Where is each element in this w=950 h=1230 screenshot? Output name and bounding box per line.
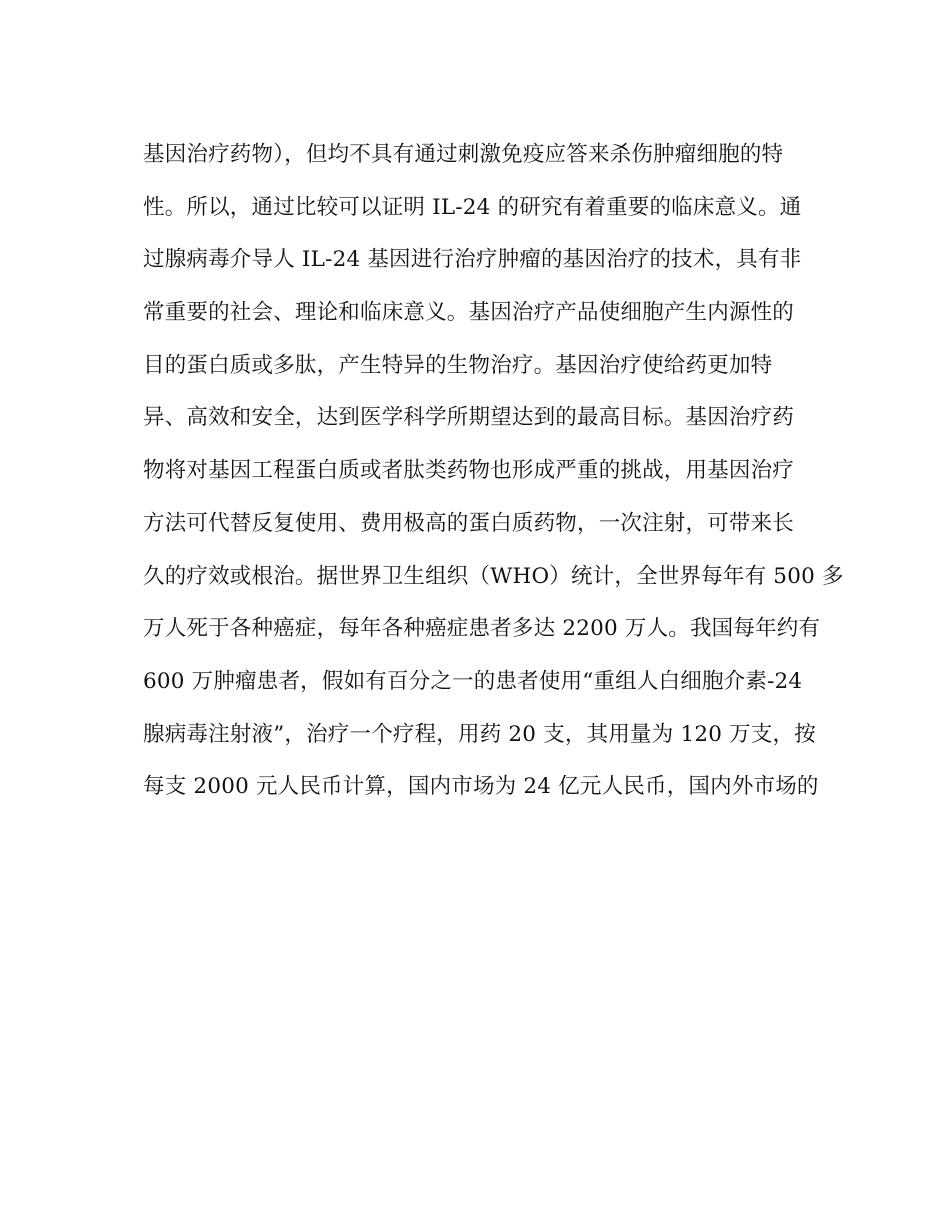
text-line-11: 600 万肿瘤患者，假如有百分之一的患者使用“重组人白细胞介素-24	[143, 668, 803, 694]
text-line-8: 方法可代替反复使用、费用极高的蛋白质药物，一次注射，可带来长	[143, 510, 795, 536]
text-line-7: 物将对基因工程蛋白质或者肽类药物也形成严重的挑战，用基因治疗	[143, 458, 795, 484]
text-line-2: 性。所以，通过比较可以证明 IL-24 的研究有着重要的临床意义。通	[143, 194, 802, 220]
text-line-10: 万人死于各种癌症，每年各种癌症患者多达 2200 万人。我国每年约有	[143, 616, 821, 642]
text-line-5: 目的蛋白质或多肽，产生特异的生物治疗。基因治疗使给药更加特	[143, 352, 773, 378]
text-line-12: 腺病毒注射液”，治疗一个疗程，用药 20 支，其用量为 120 万支，按	[143, 721, 816, 747]
text-line-9: 久的疗效或根治。据世界卫生组织（WHO）统计，全世界每年有 500 多	[143, 563, 844, 589]
text-line-3: 过腺病毒介导人 IL-24 基因进行治疗肿瘤的基因治疗的技术，具有非	[143, 247, 802, 273]
text-line-13: 每支 2000 元人民币计算，国内市场为 24 亿元人民币，国内外市场的	[143, 774, 819, 800]
body-text	[143, 135, 844, 820]
text-line-6: 异、高效和安全，达到医学科学所期望达到的最高目标。基因治疗药	[143, 405, 795, 431]
text-line-1: 基因治疗药物），但均不具有通过刺激免疫应答来杀伤肿瘤细胞的特	[143, 142, 784, 167]
text-line-4: 常重要的社会、理论和临床意义。基因治疗产品使细胞产生内源性的	[143, 300, 795, 326]
